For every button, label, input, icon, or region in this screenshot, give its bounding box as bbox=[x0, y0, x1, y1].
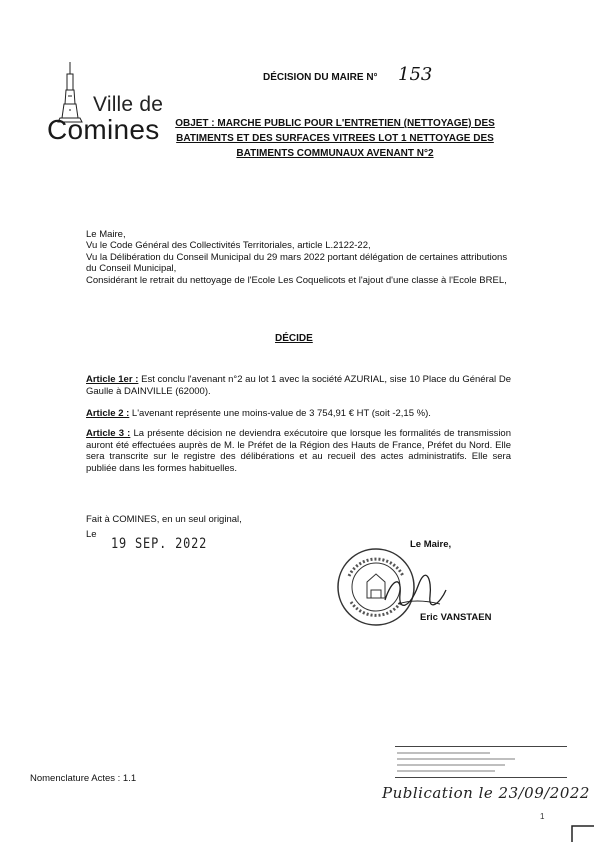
crop-mark-icon bbox=[568, 820, 594, 842]
decision-subject: OBJET : MARCHE PUBLIC POUR L'ENTRETIEN (NETTOYAGE) DES BATIMENTS ET DES SURFACES VITREES LOT 1 NETTOYAGE DES BATIMENTS COMMUNAUX AVENANT N°2 bbox=[175, 118, 495, 159]
signature-icon bbox=[380, 570, 450, 615]
vise-item: Vu la Délibération du Conseil Municipal du 29 mars 2022 portant délégation de certaines attributions du Conseil Municipal, bbox=[86, 251, 508, 274]
article-label: Article 1er : bbox=[86, 374, 139, 385]
logo-ville-de: Ville de bbox=[93, 93, 164, 116]
acte-receipt-stamp-icon bbox=[395, 746, 567, 778]
page-mark: 1 bbox=[540, 812, 545, 821]
article-label: Article 2 : bbox=[86, 408, 130, 419]
decide-heading: DÉCIDE bbox=[275, 333, 313, 344]
publication-date: Publication le 23/09/2022 bbox=[382, 784, 590, 802]
article-text: La présente décision ne deviendra exécutoire que lorsque les formalités de transmission auront été effectuées auprès de M. le Préfet de la Région des Hauts de France, Préfet du Nord. Elle sera transcrite sur le registre des délibérations et au recueil des actes administratifs. Elle sera publiée dans les formes habituelles. bbox=[86, 428, 512, 474]
vise-item: Vu le Code Général des Collectivités Territoriales, article L.2122-22, bbox=[86, 240, 371, 251]
article-3 bbox=[86, 428, 511, 474]
le-label: Le bbox=[86, 529, 97, 540]
preamble-vises bbox=[86, 240, 511, 286]
article-text: Est conclu l'avenant n°2 au lot 1 avec la société AZURIAL, sise 10 Place du Général De Gaulle à DAINVILLE (62000). bbox=[86, 374, 511, 397]
decision-title: DÉCISION DU MAIRE N° bbox=[263, 72, 378, 83]
nomenclature-actes: Nomenclature Actes : 1.1 bbox=[30, 773, 137, 784]
decision-number: 153 bbox=[398, 64, 433, 85]
article-1 bbox=[86, 374, 511, 397]
fait-a: Fait à COMINES, en un seul original, bbox=[86, 514, 242, 525]
date-stamp: 19 SEP. 2022 bbox=[111, 536, 208, 552]
logo-comines: Comines bbox=[47, 114, 160, 145]
preamble-le-maire: Le Maire, bbox=[86, 229, 126, 240]
vise-item: Considérant le retrait du nettoyage de l'Ecole Les Coquelicots et l'ajout d'une classe à l'Ecole BREL, bbox=[86, 274, 507, 286]
signature-maire-label: Le Maire, bbox=[410, 539, 452, 550]
article-text: L'avenant représente une moins-value de 3 754,91 € HT (soit -2,15 %). bbox=[129, 408, 431, 419]
article-2 bbox=[86, 408, 511, 420]
signatory-name: Eric VANSTAEN bbox=[420, 612, 492, 623]
article-label: Article 3 : bbox=[86, 428, 131, 439]
